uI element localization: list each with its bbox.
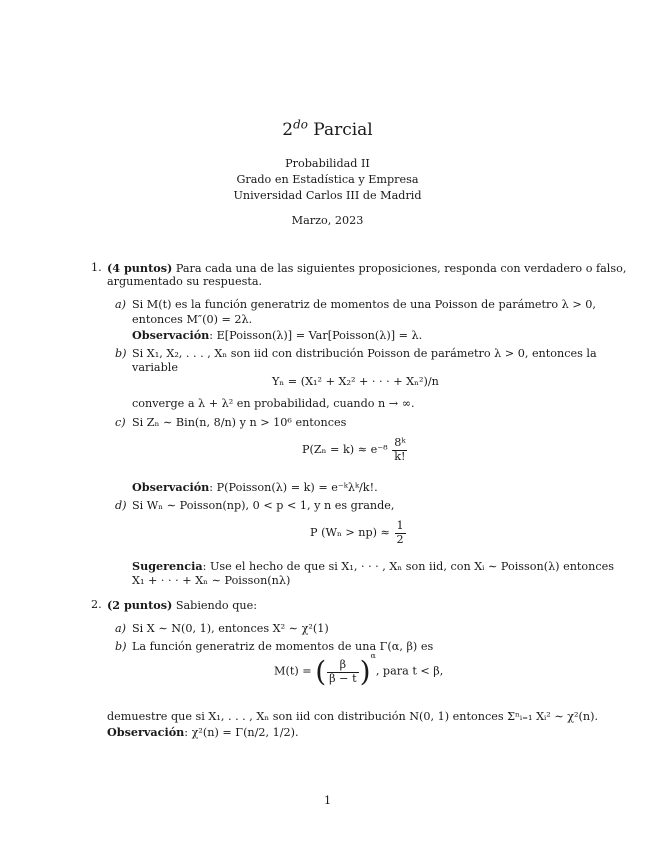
q2-intro-text: Sabiendo que: bbox=[172, 599, 257, 612]
right-paren: ) bbox=[359, 655, 371, 688]
q2-obs-text: : χ²(n) = Γ(n/2, 1/2). bbox=[184, 726, 299, 739]
q1b-line2: variable bbox=[132, 361, 178, 374]
q1a-line2: entonces M″(0) = 2λ. bbox=[132, 313, 253, 326]
q1-number: 1. bbox=[91, 261, 102, 274]
q1c-eq-num: 8ᵏ bbox=[394, 436, 406, 449]
q2b-eq-left: M(t) = bbox=[274, 664, 312, 678]
q1b-equation: Yₙ = (X₁² + X₂² + · · · + Xₙ²)/n bbox=[272, 375, 439, 388]
q1c-eq-den: k! bbox=[394, 449, 406, 463]
q1d-suggestion-line1 bbox=[132, 559, 614, 575]
q1c-equation bbox=[302, 437, 408, 464]
q1d-label: d) bbox=[115, 499, 127, 512]
q1a-label: a) bbox=[115, 298, 127, 311]
q2b-line1: La función generatriz de momentos de una Γ(α, β) es bbox=[132, 640, 434, 653]
page-number: 1 bbox=[323, 794, 332, 807]
q1d-eq-den: 2 bbox=[396, 532, 404, 546]
title-rest: Parcial bbox=[307, 120, 373, 140]
q1d-sug-label: Sugerencia bbox=[132, 559, 203, 573]
q2a-label: a) bbox=[115, 622, 127, 635]
date: Marzo, 2023 bbox=[291, 214, 364, 227]
q1c-observation bbox=[132, 480, 378, 496]
page-title bbox=[0, 119, 655, 141]
q2b-equation bbox=[274, 651, 444, 688]
q1-intro-line2: argumentado su respuesta. bbox=[107, 275, 263, 288]
q1c-line1: Si Zₙ ∼ Bin(n, 8/n) y n > 10⁶ entonces bbox=[132, 416, 347, 429]
q2b-label: b) bbox=[115, 640, 127, 653]
q1a-observation bbox=[132, 328, 422, 344]
q1c-eq-left: P(Zₙ = k) ≈ e⁻⁸ bbox=[302, 443, 388, 457]
q1-intro-text: Para cada una de las siguientes proposiciones, responda con verdadero o falso, bbox=[172, 262, 627, 275]
q1c-obs-text: : P(Poisson(λ) = k) = e⁻ᵏλᵏ/k!. bbox=[209, 481, 378, 494]
q1b-line1: Si X₁, X₂, . . . , Xₙ son iid con distribución Poisson de parámetro λ > 0, entonces la bbox=[132, 347, 597, 360]
q1a-obs-text: : E[Poisson(λ)] = Var[Poisson(λ)] = λ. bbox=[209, 329, 423, 342]
q1d-eq-fraction bbox=[395, 520, 406, 547]
q2b-eq-num: β bbox=[339, 657, 347, 671]
title-sup: do bbox=[293, 117, 308, 132]
q1a-obs-label: Observación bbox=[132, 328, 210, 342]
university: Universidad Carlos III de Madrid bbox=[233, 189, 422, 202]
q1c-eq-fraction bbox=[392, 437, 407, 464]
q2-points: (2 puntos) bbox=[107, 598, 173, 612]
q1b-label: b) bbox=[115, 347, 127, 360]
q2a-line1: Si X ∼ N(0, 1), entonces X² ∼ χ²(1) bbox=[132, 622, 329, 635]
q2b-eq-right: , para t < β, bbox=[375, 664, 444, 678]
q1a-line1: Si M(t) es la función generatriz de momentos de una Poisson de parámetro λ > 0, bbox=[132, 298, 596, 311]
q1d-equation bbox=[310, 520, 407, 547]
degree: Grado en Estadística y Empresa bbox=[236, 173, 419, 186]
q1c-obs-label: Observación bbox=[132, 480, 210, 494]
title-base: 2 bbox=[282, 120, 294, 140]
q2-observation bbox=[107, 725, 299, 741]
q2-number: 2. bbox=[91, 598, 102, 611]
q1b-line3: converge a λ + λ² en probabilidad, cuando n → ∞. bbox=[132, 397, 415, 410]
q1-points: (4 puntos) bbox=[107, 261, 173, 275]
subject: Probabilidad II bbox=[285, 157, 370, 170]
q1d-suggestion-line2: X₁ + · · · + Xₙ ∼ Poisson(nλ) bbox=[132, 574, 291, 587]
left-paren: ( bbox=[315, 655, 327, 688]
q1d-line1: Si Wₙ ∼ Poisson(np), 0 < p < 1, y n es grande, bbox=[132, 499, 395, 512]
q2b-eq-fraction bbox=[327, 659, 358, 686]
q1d-eq-left: P (Wₙ > np) ≈ bbox=[310, 526, 390, 540]
q2b-eq-exp: α bbox=[370, 651, 376, 660]
q1d-sug-text: : Use el hecho de que si X₁, · · · , Xₙ son iid, con Xᵢ ∼ Poisson(λ) entonces bbox=[202, 560, 614, 573]
q2-closing-line1: demuestre que si X₁, . . . , Xₙ son iid con distribución N(0, 1) entonces Σⁿᵢ₌₁ Xᵢ² ∼ χ²(n). bbox=[107, 710, 599, 723]
q2-intro bbox=[107, 598, 257, 614]
q2b-eq-den: β − t bbox=[329, 671, 357, 685]
q1c-label: c) bbox=[115, 416, 126, 429]
q1d-eq-num: 1 bbox=[396, 519, 404, 532]
q2-obs-label: Observación bbox=[107, 725, 185, 739]
